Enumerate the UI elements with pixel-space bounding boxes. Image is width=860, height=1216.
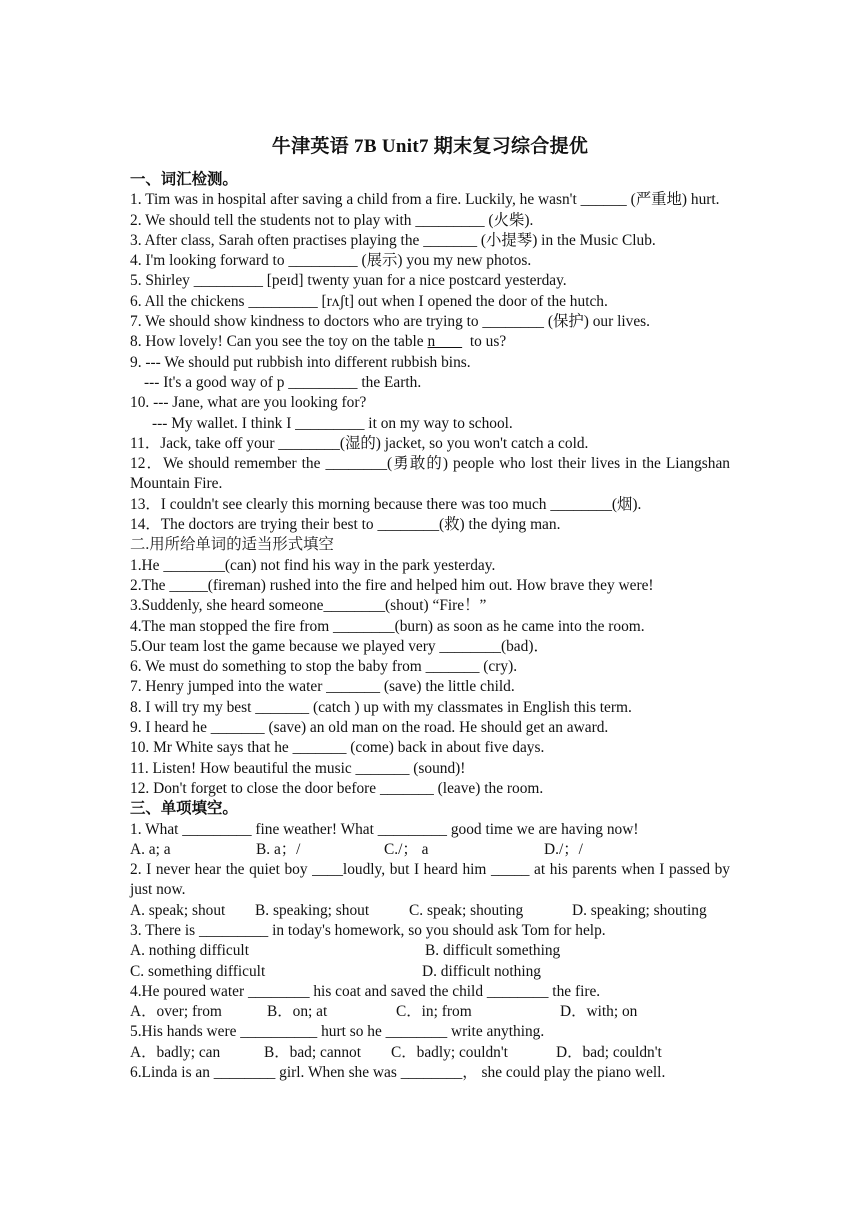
option-d: D./；/ xyxy=(544,840,583,858)
page-title: 牛津英语 7B Unit7 期末复习综合提优 xyxy=(271,136,589,157)
section-heading-word-forms: 二.用所给单词的适当形式填空 xyxy=(130,536,334,554)
question-item: 2.The _____(fireman) rushed into the fire and helped him out. How brave they were! xyxy=(130,576,654,594)
question-item: 1.He ________(can) not find his way in the park yesterday. xyxy=(130,556,496,574)
answer-options xyxy=(130,941,730,961)
question-item: 11. Listen! How beautiful the music _______ (sound)! xyxy=(130,759,466,777)
option-a: A．badly; can xyxy=(130,1043,221,1061)
underlined-hint: n xyxy=(427,333,463,351)
question-item: 9. --- We should put rubbish into different rubbish bins. xyxy=(130,353,471,371)
question-item: 10. Mr White says that he _______ (come) back in about five days. xyxy=(130,739,545,757)
question-item: 14．The doctors are trying their best to ________(救) the dying man. xyxy=(130,516,561,534)
question-item: 3. There is _________ in today's homework, so you should ask Tom for help. xyxy=(130,921,606,939)
question-item: 3. After class, Sarah often practises playing the _______ (小提琴) in the Music Club. xyxy=(130,231,656,249)
section-heading-multiple-choice: 三、单项填空。 xyxy=(130,800,238,818)
option-d: D．with; on xyxy=(560,1003,638,1021)
option-b: B．on; at xyxy=(267,1003,328,1021)
question-item: 4.He poured water ________ his coat and saved the child ________ the fire. xyxy=(130,982,601,1000)
question-item: 6.Linda is an ________ girl. When she was ________， she could play the piano well. xyxy=(130,1064,666,1082)
question-item: 7. We should show kindness to doctors who are trying to ________ (保护) our lives. xyxy=(130,313,650,331)
question-text: 8. How lovely! Can you see the toy on the table xyxy=(130,333,428,351)
option-b: B. a；/ xyxy=(256,840,301,858)
answer-options xyxy=(130,962,730,982)
worksheet-content xyxy=(130,170,730,1083)
option-c: C. speak; shouting xyxy=(409,901,524,919)
question-item: 8. I will try my best _______ (catch ) up with my classmates in English this term. xyxy=(130,698,632,716)
answer-options xyxy=(130,1002,730,1022)
question-item: 5.Our team lost the game because we played very ________(bad)． xyxy=(130,637,549,655)
question-item xyxy=(130,332,730,352)
question-item: 7. Henry jumped into the water _______ (save) the little child. xyxy=(130,678,515,696)
question-item: 5. Shirley _________ [peɪd] twenty yuan for a nice postcard yesterday. xyxy=(130,272,567,290)
option-d: D. difficult nothing xyxy=(422,962,541,980)
question-item: 4.The man stopped the fire from ________(burn) as soon as he came into the room. xyxy=(130,617,645,635)
section-heading-vocabulary: 一、词汇检测。 xyxy=(130,171,238,188)
option-b: B. difficult something xyxy=(425,942,561,960)
answer-options xyxy=(130,1043,730,1063)
option-a: A. nothing difficult xyxy=(130,942,249,960)
question-item: 1. What _________ fine weather! What _________ good time we are having now! xyxy=(130,820,639,838)
question-item: 2. We should tell the students not to play with _________ (火柴). xyxy=(130,211,534,229)
question-item: 11．Jack, take off your ________(湿的) jacket, so you won't catch a cold. xyxy=(130,434,589,452)
question-item: 2. I never hear the quiet boy ____loudly, but I heard him _____ at his parents when I passed by just now. xyxy=(130,861,730,899)
question-item: --- My wallet. I think I _________ it on my way to school. xyxy=(152,414,513,432)
option-d: D．bad; couldn't xyxy=(556,1043,662,1061)
answer-options xyxy=(130,901,730,921)
question-item: 9. I heard he _______ (save) an old man on the road. He should get an award. xyxy=(130,719,609,737)
question-item: 3.Suddenly, she heard someone________(shout) “Fire！” xyxy=(130,597,487,615)
question-item: 12．We should remember the ________(勇敢的) people who lost their lives in the Liangshan Mountain Fire. xyxy=(130,455,730,493)
question-item: 10. --- Jane, what are you looking for? xyxy=(130,394,367,412)
option-c: C．badly; couldn't xyxy=(391,1043,508,1061)
option-a: A. a; a xyxy=(130,840,171,858)
option-c: C．in; from xyxy=(396,1003,472,1021)
question-item: 12. Don't forget to close the door before _______ (leave) the room. xyxy=(130,779,544,797)
option-a: A．over; from xyxy=(130,1003,222,1021)
question-item: 6. All the chickens _________ [rʌʃt] out when I opened the door of the hutch. xyxy=(130,292,608,310)
question-item: --- It's a good way of p _________ the Earth. xyxy=(144,373,422,391)
question-text: to us? xyxy=(462,333,507,351)
question-item: 13．I couldn't see clearly this morning because there was too much ________(烟). xyxy=(130,495,642,513)
question-item: 6. We must do something to stop the baby from _______ (cry). xyxy=(130,658,518,676)
option-b: B. speaking; shout xyxy=(255,901,370,919)
question-item: 4. I'm looking forward to _________ (展示) you my new photos. xyxy=(130,252,532,270)
question-item: 5.His hands were __________ hurt so he ________ write anything. xyxy=(130,1023,545,1041)
option-b: B．bad; cannot xyxy=(264,1043,362,1061)
answer-options xyxy=(130,840,730,860)
question-item: 1. Tim was in hospital after saving a child from a fire. Luckily, he wasn't ______ (严重地) hurt. xyxy=(130,191,720,209)
option-c: C./； a xyxy=(384,840,429,858)
option-c: C. something difficult xyxy=(130,962,266,980)
option-a: A. speak; shout xyxy=(130,901,226,919)
option-d: D. speaking; shouting xyxy=(572,901,707,919)
